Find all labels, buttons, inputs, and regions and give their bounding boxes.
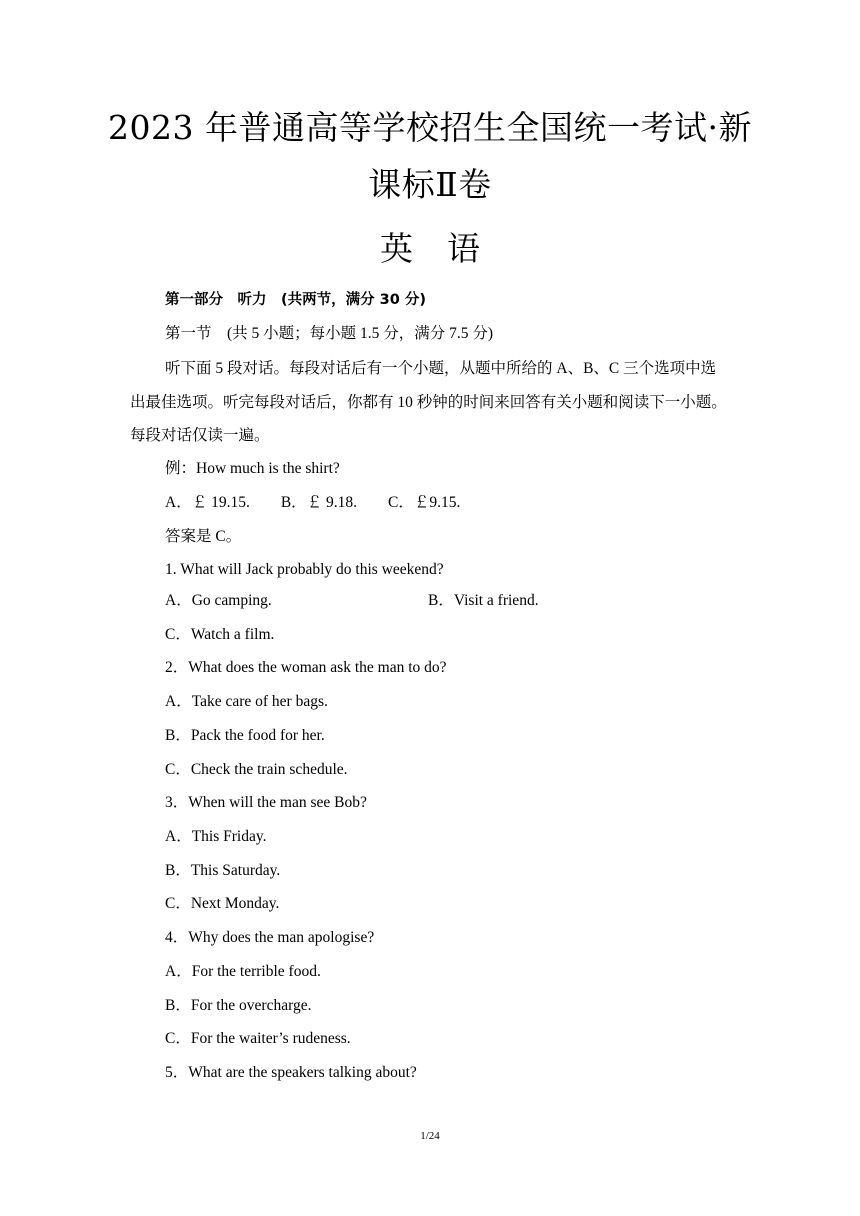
example-options: A．￡ 19.15. B．￡ 9.18. C．￡9.15. bbox=[165, 494, 461, 511]
section1-heading: 第一节 (共 5 小题；每小题 1.5 分，满分 7.5 分) bbox=[165, 325, 494, 342]
example-answer: 答案是 C。 bbox=[165, 528, 242, 545]
page-number: 1/24 bbox=[420, 1130, 440, 1142]
instructions-paragraph: 听下面 5 段对话。每段对话后有一个小题，从题中所给的 A、B、C 三个选项中选出最佳选项。听完每段对话后，你都有 10 秒钟的时间来回答有关小题和阅读下一小题。每段对话仅读一遍。 bbox=[130, 360, 727, 444]
exam-title-line1: 2023 年普通高等学校招生全国统一考试·新 bbox=[108, 108, 752, 147]
question-2-stem: 2．What does the woman ask the man to do? bbox=[165, 659, 447, 676]
question-4-option-b: B．For the overcharge. bbox=[165, 997, 312, 1014]
question-2-option-a: A．Take care of her bags. bbox=[165, 693, 328, 710]
question-3-option-a: A．This Friday. bbox=[165, 828, 267, 845]
question-4-option-c: C．For the waiter’s rudeness. bbox=[165, 1030, 351, 1047]
question-2-option-b: B．Pack the food for her. bbox=[165, 727, 325, 744]
question-1-option-c: C．Watch a film. bbox=[165, 626, 275, 643]
question-4-stem: 4．Why does the man apologise? bbox=[165, 929, 375, 946]
question-3-stem: 3．When will the man see Bob? bbox=[165, 794, 367, 811]
question-5-stem: 5．What are the speakers talking about? bbox=[165, 1064, 417, 1081]
example-question: 例：How much is the shirt? bbox=[165, 460, 340, 477]
question-1-option-a: A．Go camping. bbox=[165, 592, 272, 609]
subject-title: 英语 bbox=[380, 229, 514, 268]
exam-title-line2: 课标Ⅱ卷 bbox=[368, 165, 492, 204]
question-3-option-b: B．This Saturday. bbox=[165, 862, 281, 879]
question-1-option-b: B．Visit a friend. bbox=[428, 592, 539, 609]
question-3-option-c: C．Next Monday. bbox=[165, 895, 280, 912]
question-2-option-c: C．Check the train schedule. bbox=[165, 761, 348, 778]
question-1-stem: 1. What will Jack probably do this weekend? bbox=[165, 561, 444, 578]
part1-heading: 第一部分 听力 (共两节，满分 30 分) bbox=[165, 292, 427, 308]
question-4-option-a: A．For the terrible food. bbox=[165, 963, 321, 980]
